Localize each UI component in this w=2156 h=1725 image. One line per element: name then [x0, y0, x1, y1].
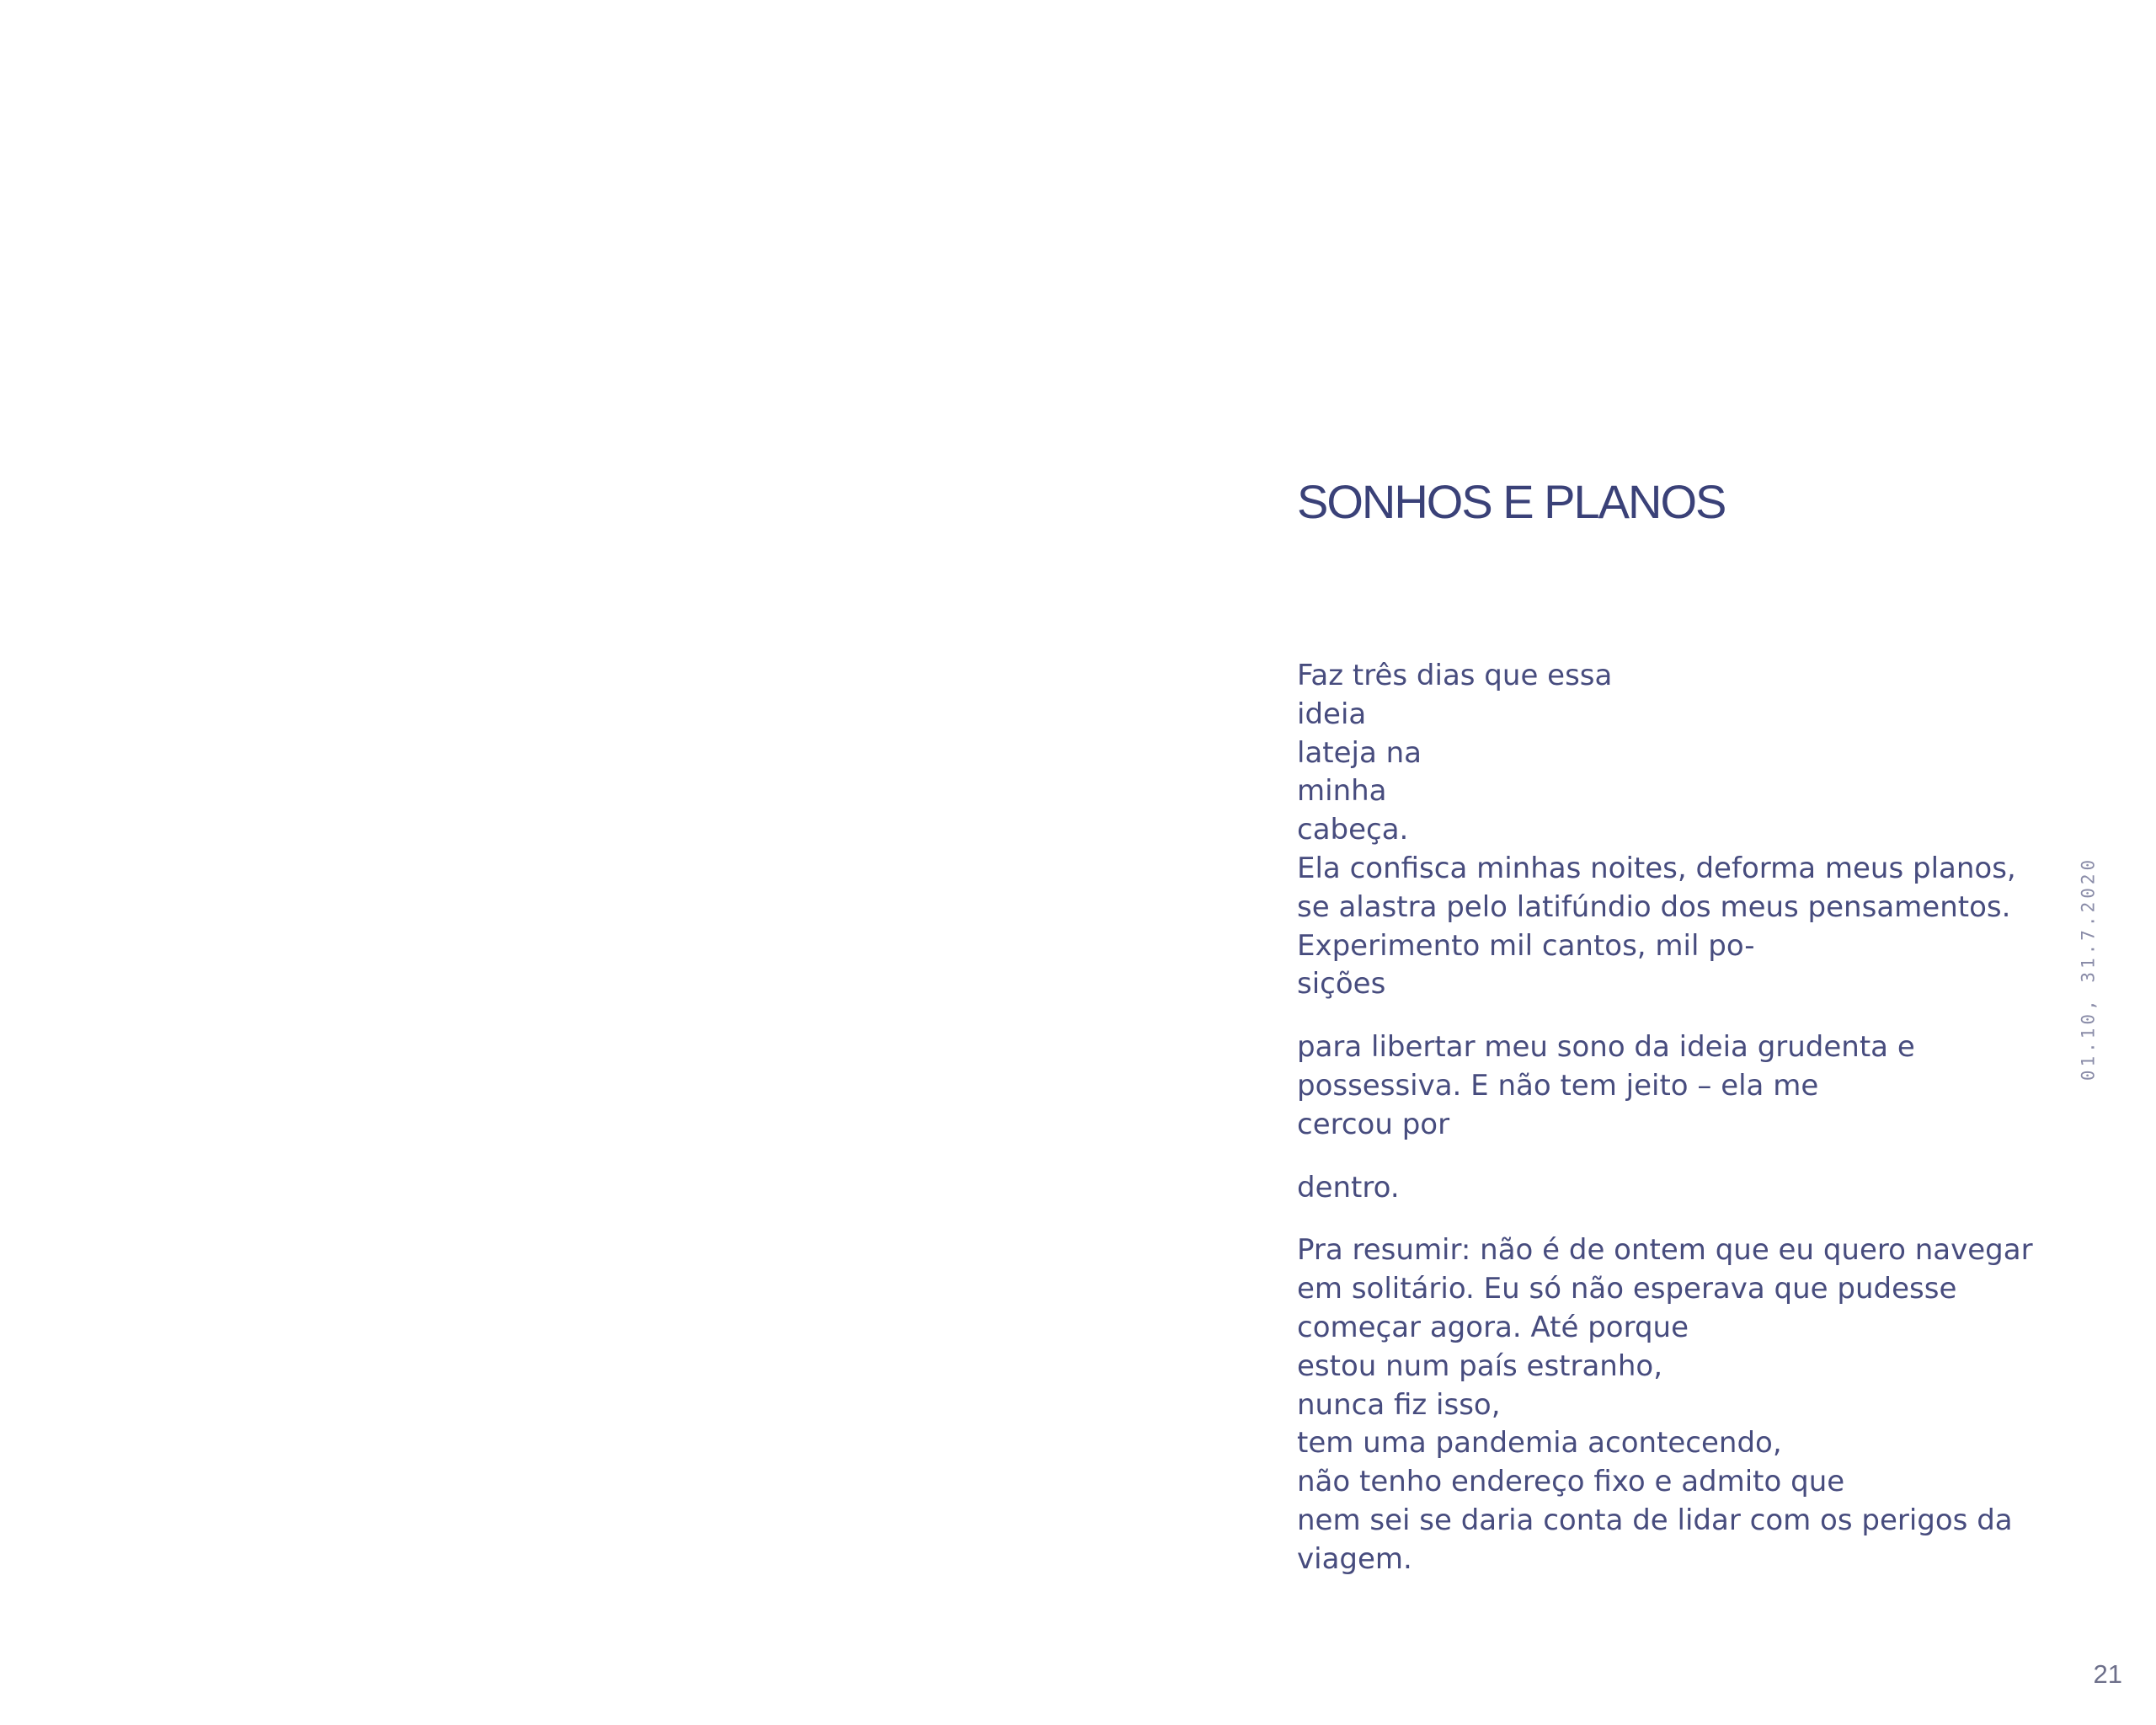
- poem-line: lateja na: [1297, 735, 1422, 770]
- vertical-date-stamp: 01.10, 31.7.2020: [2078, 856, 2099, 1081]
- poem-line: em solitário. Eu só não esperava que pudesse: [1297, 1272, 1957, 1306]
- poem-line: tem uma pandemia acontecendo,: [1297, 1426, 1782, 1461]
- poem-line: Faz três dias que essa: [1297, 659, 1613, 692]
- poem-line: cabeça.: [1297, 813, 1409, 847]
- poem-line: nem sei se daria conta de lidar com os perigos da: [1297, 1503, 2013, 1537]
- poem-line: começar agora. Até porque: [1297, 1310, 1689, 1344]
- poem-line: possessiva. E não tem jeito – ela me: [1297, 1068, 1819, 1103]
- poem-line: sições: [1297, 967, 1386, 1001]
- poem-line: Ela confisca minhas noites, deforma meus planos,: [1297, 851, 2016, 885]
- poem-line: se alastra pelo latifúndio dos meus pensamentos.: [1297, 889, 2011, 924]
- page-title: SONHOS E PLANOS: [1297, 475, 1726, 528]
- poem-line: para libertar meu sono da ideia grudenta e: [1297, 1030, 1915, 1065]
- poem-line: nunca fiz isso,: [1297, 1387, 1501, 1422]
- stanza: [1297, 657, 2016, 1004]
- page-number: 21: [2093, 1659, 2122, 1689]
- poem-line: estou num país estranho,: [1297, 1348, 1663, 1383]
- poem-line: ideia: [1297, 697, 1367, 731]
- poem-line: Pra resumir: não é de ontem que eu quero navegar: [1297, 1233, 2033, 1268]
- poem-line: minha: [1297, 774, 1387, 809]
- stanza: [1297, 1028, 1988, 1144]
- poem-line: viagem.: [1297, 1541, 1412, 1576]
- stanza: [1297, 1231, 2033, 1578]
- poem-line: não tenho endereço fixo e admito que: [1297, 1465, 1845, 1499]
- poem-line: cercou por: [1297, 1107, 1450, 1141]
- poem-body: [1297, 657, 2033, 1604]
- poem-line: dentro.: [1297, 1170, 1400, 1204]
- stanza: [1297, 1169, 1988, 1208]
- poem-line: Experimento mil cantos, mil po-: [1297, 928, 1755, 963]
